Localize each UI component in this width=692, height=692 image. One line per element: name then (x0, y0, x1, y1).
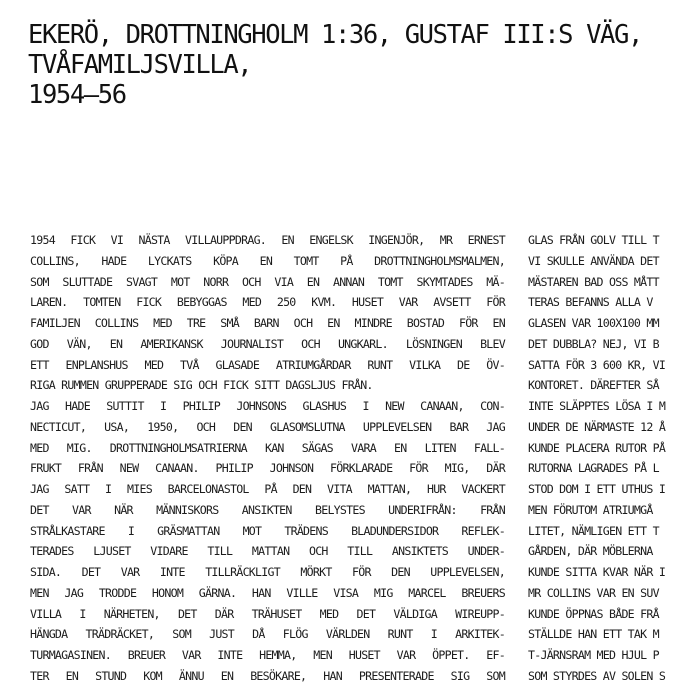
text-line: COLLINS, HADE LYCKATS KÖPA EN TOMT PÅ DROTTNINGHOLMSMALMEN, (30, 253, 505, 268)
body-text-right-column (528, 230, 692, 687)
text-line: MED MIG. DROTTNINGHOLMSATRIERNA KAN SÄGAS VARA EN LITEN FALL- (30, 440, 505, 455)
text-line: 1954 FICK VI NÄSTA VILLAUPPDRAG. EN ENGELSK INGENJÖR, MR ERNEST (30, 233, 505, 247)
text-line: GÅRDEN, DÄR MÖBLERNA (528, 544, 653, 559)
text-line: KUNDE PLACERA RUTOR PÅ (528, 440, 666, 455)
text-line: TURMAGASINEN. BREUER VAR INTE HEMMA, MEN HUSET VAR ÖPPET. EF- (30, 648, 505, 662)
text-line: NECTICUT, USA, 1950, OCH DEN GLASOMSLUTNA UPPLEVELSEN BAR JAG (30, 419, 505, 434)
text-line: ETT ENPLANSHUS MED TVÅ GLASADE ATRIUMGÅRDAR RUNT VILKA DE ÖV- (30, 357, 505, 372)
text-line: GOD VÄN, EN AMERIKANSK JOURNALIST OCH UNGKARL. LÖSNINGEN BLEV (30, 336, 505, 351)
text-line: RIGA RUMMEN GRUPPERADE SIG OCH FICK SITT DAGSLJUS FRÅN. (30, 378, 373, 393)
text-line: SATTA FÖR 3 600 KR, VI (528, 357, 666, 372)
text-line: DET DUBBLA? NEJ, VI B (528, 336, 659, 351)
text-line: FAMILJEN COLLINS MED TRE SMÅ BARN OCH EN MINDRE BOSTAD FÖR EN (30, 316, 505, 330)
text-line: LITET, NÄMLIGEN ETT T (528, 523, 659, 538)
text-line: RUTORNA LAGRADES PÅ L (528, 461, 659, 476)
text-line: HÄNGDA TRÄDRÄCKET, SOM JUST DÅ FLÖG VÄRLDEN RUNT I ARKITEK- (30, 627, 505, 642)
right-column-clip (528, 0, 692, 692)
text-line: SIDA. DET VAR INTE TILLRÄCKLIGT MÖRKT FÖR DEN UPPLEVELSEN, (30, 565, 505, 579)
text-line: MÄSTAREN BAD OSS MÅTT (528, 274, 659, 289)
text-line: KUNDE ÖPPNAS BÅDE FRÅ (528, 606, 659, 621)
text-line: KUNDE SITTA KVAR NÄR I (528, 565, 666, 579)
text-line: KONTORET. DÄREFTER SÅ (528, 378, 659, 393)
text-line: STÄLLDE HAN ETT TAK M (528, 627, 659, 642)
text-line: GLAS FRÅN GOLV TILL T (528, 233, 659, 247)
text-line: VI SKULLE ANVÄNDA DET (528, 253, 659, 268)
title-line-2: TVÅFAMILJSVILLA, (28, 50, 252, 80)
text-line: MEN JAG TRODDE HONOM GÄRNA. HAN VILLE VISA MIG MARCEL BREUERS (30, 585, 505, 600)
text-line: MEN FÖRUTOM ATRIUMGÅ (528, 502, 653, 517)
text-line: FRUKT FRÅN NEW CANAAN. PHILIP JOHNSON FÖRKLARADE FÖR MIG, DÄR (30, 461, 505, 476)
text-line: VILLA I NÄRHETEN, DET DÄR TRÄHUSET MED DET VÄLDIGA WIREUPP- (30, 606, 505, 621)
text-line: SOM SLUTTADE SVAGT MOT NORR OCH VIA EN ANNAN TOMT SKYMTADES MÄ- (30, 274, 505, 289)
text-line: MR COLLINS VAR EN SUV (528, 585, 659, 600)
text-line: TER EN STUND KOM ÄNNU EN BESÖKARE, HAN PRESENTERADE SIG SOM (30, 668, 505, 683)
text-line: SOM STYRDES AV SOLEN S (528, 668, 666, 683)
title-line-3: 1954–56 (28, 80, 126, 110)
text-line: JAG SATT I MIES BARCELONASTOL PÅ DEN VITA MATTAN, HUR VACKERT (30, 482, 505, 496)
text-line: TERAS BEFANNS ALLA V (528, 295, 653, 310)
text-line: STOD DOM I ETT UTHUS I (528, 482, 666, 496)
body-text-left-column (30, 230, 505, 687)
text-line: DET VAR NÄR MÄNNISKORS ANSIKTEN BELYSTES UNDERIFRÅN: FRÅN (30, 502, 505, 517)
text-line: GLASEN VAR 100X100 MM (528, 316, 659, 330)
text-line: INTE SLÄPPTES LÖSA I M (528, 399, 666, 413)
text-line: JAG HADE SUTTIT I PHILIP JOHNSONS GLASHUS I NEW CANAAN, CON- (30, 399, 505, 413)
text-line: UNDER DE NÄRMASTE 12 Å (528, 419, 666, 434)
text-line: STRÅLKASTARE I GRÄSMATTAN MOT TRÄDENS BLADUNDERSIDOR REFLEK- (30, 523, 505, 538)
text-line: TERADES LJUSET VIDARE TILL MATTAN OCH TILL ANSIKTETS UNDER- (30, 544, 505, 559)
title-line-1: EKERÖ, DROTTNINGHOLM 1:36, GUSTAF III:S VÄG, (28, 20, 642, 50)
text-line: T-JÄRNSRAM MED HJUL P (528, 648, 659, 662)
text-line: LAREN. TOMTEN FICK BEBYGGAS MED 250 KVM. HUSET VAR AVSETT FÖR (30, 295, 505, 310)
